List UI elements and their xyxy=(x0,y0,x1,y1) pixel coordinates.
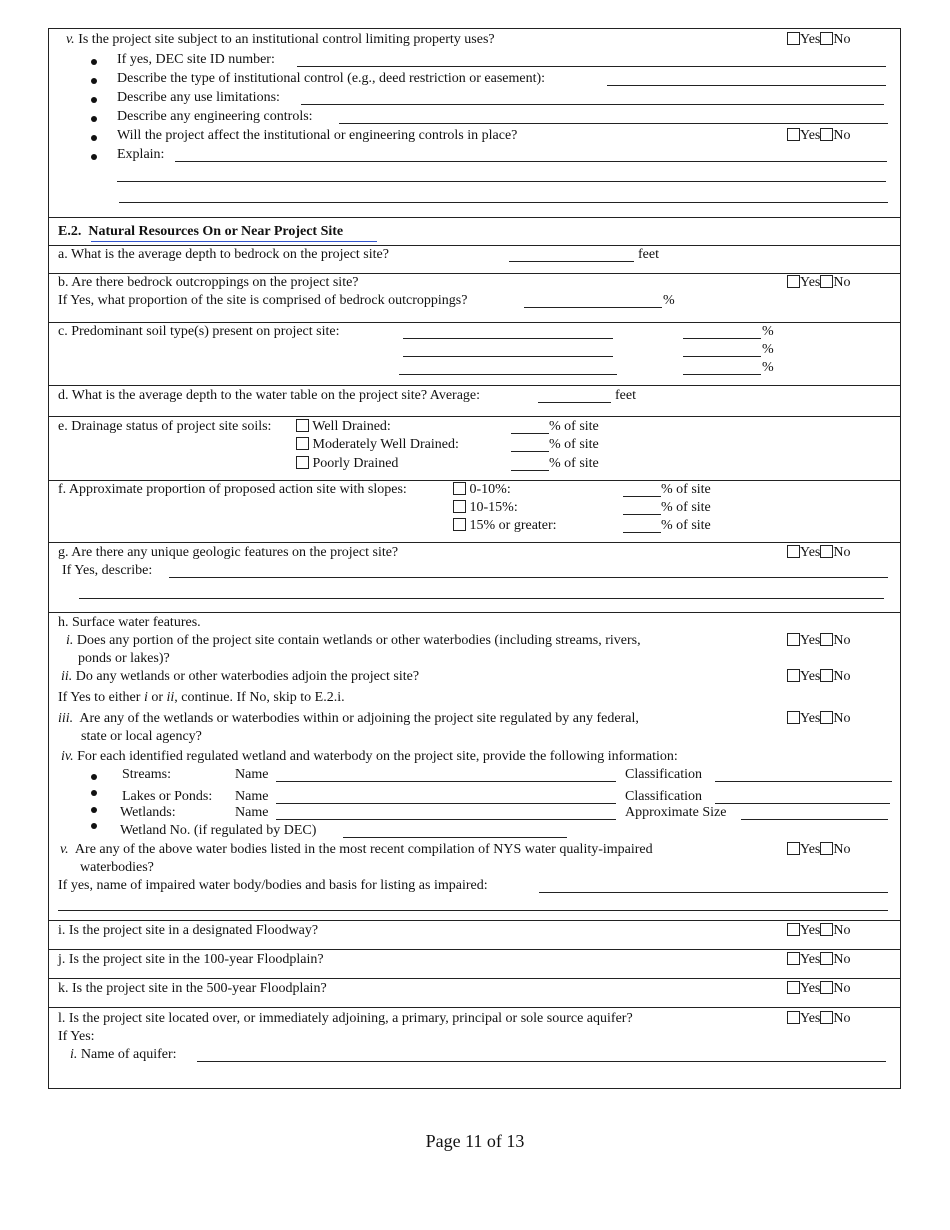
no-checkbox[interactable] xyxy=(820,1011,833,1024)
lakes-name-label: Name xyxy=(235,789,269,804)
engineering-controls-label: Describe any engineering controls: xyxy=(117,109,313,124)
yes-no-h-v: Yes No xyxy=(787,842,851,858)
question-b-followup: If Yes, what proportion of the site is comprised of bedrock outcroppings? xyxy=(58,293,468,308)
yes-no-l: Yes No xyxy=(787,1011,851,1027)
wetland-no-label: Wetland No. (if regulated by DEC) xyxy=(120,823,317,838)
option-slope-10-15: 10-15%: xyxy=(453,500,518,516)
unit-percent: % xyxy=(762,324,774,339)
checkbox[interactable] xyxy=(296,437,309,450)
yes-checkbox[interactable] xyxy=(787,633,800,646)
use-limitations-field[interactable] xyxy=(301,104,884,105)
yes-checkbox[interactable] xyxy=(787,32,800,45)
moderately-drained-percent-field[interactable] xyxy=(511,451,549,452)
question-h-v-cont: waterbodies? xyxy=(80,860,154,875)
form-frame xyxy=(48,28,901,1089)
water-table-field[interactable] xyxy=(538,402,611,403)
unit-percent-site: % of site xyxy=(661,500,711,515)
no-checkbox[interactable] xyxy=(820,32,833,45)
yes-checkbox[interactable] xyxy=(787,952,800,965)
question-f: f. Approximate proportion of proposed action site with slopes: xyxy=(58,482,407,497)
bullet-icon xyxy=(91,790,97,796)
streams-name-label: Name xyxy=(235,767,269,782)
no-checkbox[interactable] xyxy=(820,923,833,936)
yes-checkbox[interactable] xyxy=(787,711,800,724)
page-number: Page 11 of 13 xyxy=(425,1131,525,1151)
soil-type-field-2[interactable] xyxy=(403,356,613,357)
question-k-500yr: k. Is the project site in the 500-year Floodplain? xyxy=(58,981,327,996)
checkbox[interactable] xyxy=(453,482,466,495)
if-yes-label: If Yes: xyxy=(58,1029,95,1044)
unit-percent: % xyxy=(663,293,675,308)
no-checkbox[interactable] xyxy=(820,633,833,646)
unit-percent-site: % of site xyxy=(549,456,599,471)
checkbox[interactable] xyxy=(296,419,309,432)
impaired-waterbody-field[interactable] xyxy=(539,892,888,893)
no-checkbox[interactable] xyxy=(820,952,833,965)
question-a: a. What is the average depth to bedrock on the project site? xyxy=(58,247,389,262)
yes-no-k: Yes No xyxy=(787,981,851,997)
slope-15-plus-percent-field[interactable] xyxy=(623,532,661,533)
control-type-field[interactable] xyxy=(607,85,886,86)
wetlands-name-field[interactable] xyxy=(276,819,616,820)
no-checkbox[interactable] xyxy=(820,545,833,558)
explain-field[interactable] xyxy=(175,161,887,162)
section-heading: E.2. Natural Resources On or Near Project Site xyxy=(58,224,344,239)
yes-no-g: Yes No xyxy=(787,545,851,561)
question-l-aquifer: l. Is the project site located over, or immediately adjoining, a primary, principal or sole source aquifer? xyxy=(58,1011,633,1026)
option-slope-0-10: 0-10%: xyxy=(453,482,511,498)
checkbox[interactable] xyxy=(296,456,309,469)
question-j-100yr: j. Is the project site in the 100-year Floodplain? xyxy=(58,952,324,967)
geologic-features-field[interactable] xyxy=(169,577,888,578)
yes-checkbox[interactable] xyxy=(787,923,800,936)
no-checkbox[interactable] xyxy=(820,981,833,994)
question-g-followup: If Yes, describe: xyxy=(62,563,153,578)
option-slope-15-plus: 15% or greater: xyxy=(453,518,557,534)
well-drained-percent-field[interactable] xyxy=(511,433,549,434)
slope-10-15-percent-field[interactable] xyxy=(623,514,661,515)
bullet-icon xyxy=(91,154,97,160)
unit-percent-site: % of site xyxy=(549,419,599,434)
checkbox[interactable] xyxy=(453,518,466,531)
question-h-v-followup: If yes, name of impaired water body/bodies and basis for listing as impaired: xyxy=(58,878,488,893)
question-v: v. Is the project site subject to an institutional control limiting property uses? xyxy=(66,32,495,47)
soil-type-field-1[interactable] xyxy=(403,338,613,339)
use-limitations-label: Describe any use limitations: xyxy=(117,90,280,105)
explain-field-line2[interactable] xyxy=(117,181,886,182)
unit-percent-site: % of site xyxy=(661,482,711,497)
yes-checkbox[interactable] xyxy=(787,545,800,558)
question-i-floodway: i. Is the project site in a designated Floodway? xyxy=(58,923,319,938)
impaired-waterbody-field-line2[interactable] xyxy=(58,910,888,911)
question-h-ii: ii. Do any wetlands or other waterbodies adjoin the project site? xyxy=(61,669,420,684)
control-type-label: Describe the type of institutional control (e.g., deed restriction or easement): xyxy=(117,71,546,86)
yes-no-h-iii: Yes No xyxy=(787,711,851,727)
checkbox[interactable] xyxy=(453,500,466,513)
bullet-icon xyxy=(91,78,97,84)
bedrock-depth-field[interactable] xyxy=(509,261,634,262)
explain-label: Explain: xyxy=(117,147,165,162)
wetlands-size-label: Approximate Size xyxy=(625,805,727,820)
streams-name-field[interactable] xyxy=(276,781,616,782)
bullet-icon xyxy=(91,774,97,780)
outcrop-proportion-field[interactable] xyxy=(524,307,662,308)
unit-percent-site: % of site xyxy=(549,437,599,452)
lakes-classification-label: Classification xyxy=(625,789,702,804)
heading-underline xyxy=(91,241,377,242)
question-b: b. Are there bedrock outcroppings on the project site? xyxy=(58,275,359,290)
aquifer-name-label: i. Name of aquifer: xyxy=(70,1047,177,1062)
yes-checkbox[interactable] xyxy=(787,275,800,288)
wetlands-size-field[interactable] xyxy=(741,819,888,820)
yes-no-h-i: Yes No xyxy=(787,633,851,649)
unit-feet: feet xyxy=(638,247,659,262)
no-checkbox[interactable] xyxy=(820,711,833,724)
slope-0-10-percent-field[interactable] xyxy=(623,496,661,497)
engineering-controls-field[interactable] xyxy=(339,123,888,124)
yes-checkbox[interactable] xyxy=(787,128,800,141)
yes-checkbox[interactable] xyxy=(787,981,800,994)
geologic-features-field-line2[interactable] xyxy=(79,598,884,599)
question-h-v: v. Are any of the above water bodies listed in the most recent compilation of NYS water quality-impaired xyxy=(60,842,653,857)
option-well-drained: Well Drained: xyxy=(296,419,391,435)
poorly-drained-percent-field[interactable] xyxy=(511,470,549,471)
lakes-classification-field[interactable] xyxy=(715,803,890,804)
soil-type-field-3[interactable] xyxy=(399,374,617,375)
question-h-i: i. Does any portion of the project site contain wetlands or other waterbodies (including streams, rivers, xyxy=(66,633,641,648)
unit-percent-site: % of site xyxy=(661,518,711,533)
bullet-icon xyxy=(91,807,97,813)
explain-field-line3[interactable] xyxy=(119,202,888,203)
yes-no-affect: Yes No xyxy=(787,128,851,144)
bullet-icon xyxy=(91,823,97,829)
yes-checkbox[interactable] xyxy=(787,842,800,855)
bullet-icon xyxy=(91,135,97,141)
yes-checkbox[interactable] xyxy=(787,669,800,682)
streams-classification-label: Classification xyxy=(625,767,702,782)
yes-no-b: Yes No xyxy=(787,275,851,291)
soil-percent-field-3[interactable] xyxy=(683,374,761,375)
bullet-icon xyxy=(91,97,97,103)
question-e: e. Drainage status of project site soils: xyxy=(58,419,272,434)
unit-feet: feet xyxy=(615,388,636,403)
no-checkbox[interactable] xyxy=(820,669,833,682)
wetland-no-field[interactable] xyxy=(343,837,567,838)
question-h-iv: iv. For each identified regulated wetland and waterbody on the project site, provide the following information: xyxy=(61,749,678,764)
no-checkbox[interactable] xyxy=(820,842,833,855)
option-poorly-drained: Poorly Drained xyxy=(296,456,398,472)
question-h: h. Surface water features. xyxy=(58,615,201,630)
affect-controls-label: Will the project affect the institutional or engineering controls in place? xyxy=(117,128,518,143)
streams-classification-field[interactable] xyxy=(715,781,892,782)
wetlands-name-label: Name xyxy=(235,805,269,820)
bullet-icon xyxy=(91,116,97,122)
bullet-icon xyxy=(91,59,97,65)
question-c: c. Predominant soil type(s) present on project site: xyxy=(58,324,340,339)
wetlands-label: Wetlands: xyxy=(120,805,176,820)
yes-no-i: Yes No xyxy=(787,923,851,939)
aquifer-name-field[interactable] xyxy=(197,1061,886,1062)
yes-no-h-ii: Yes No xyxy=(787,669,851,685)
question-h-iii-cont: state or local agency? xyxy=(81,729,202,744)
soil-percent-field-1[interactable] xyxy=(683,338,761,339)
unit-percent: % xyxy=(762,342,774,357)
question-h-iii: iii. Are any of the wetlands or waterbodies within or adjoining the project site regulated by any federal, xyxy=(58,711,639,726)
unit-percent: % xyxy=(762,360,774,375)
no-checkbox[interactable] xyxy=(820,128,833,141)
streams-label: Streams: xyxy=(122,767,171,782)
question-d: d. What is the average depth to the water table on the project site? Average: xyxy=(58,388,481,403)
yes-no-v: Yes No xyxy=(787,32,851,48)
no-checkbox[interactable] xyxy=(820,275,833,288)
dec-site-id-label: If yes, DEC site ID number: xyxy=(117,52,275,67)
question-g: g. Are there any unique geologic features on the project site? xyxy=(58,545,399,560)
yes-checkbox[interactable] xyxy=(787,1011,800,1024)
dec-site-id-field[interactable] xyxy=(297,66,886,67)
option-moderately-well-drained: Moderately Well Drained: xyxy=(296,437,459,453)
soil-percent-field-2[interactable] xyxy=(683,356,761,357)
lakes-label: Lakes or Ponds: xyxy=(122,789,213,804)
question-h-i-cont: ponds or lakes)? xyxy=(78,651,170,666)
lakes-name-field[interactable] xyxy=(276,803,616,804)
continue-instruction: If Yes to either i or ii, continue. If No, skip to E.2.i. xyxy=(58,690,345,705)
yes-no-j: Yes No xyxy=(787,952,851,968)
